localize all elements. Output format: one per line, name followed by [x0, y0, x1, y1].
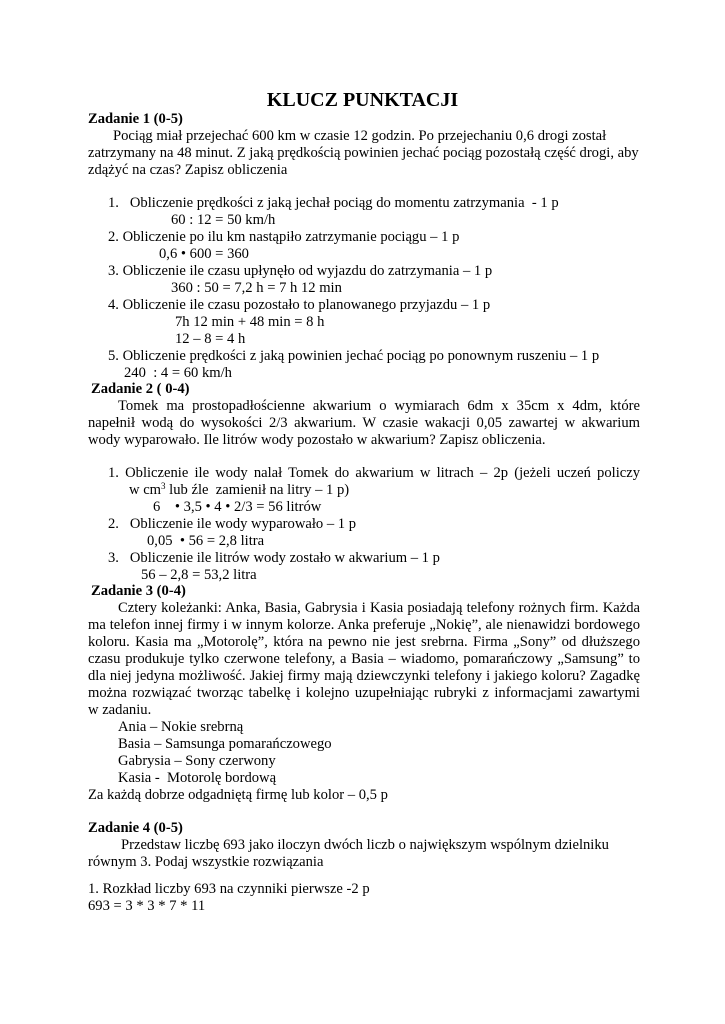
task-4-header: Zadanie 4 (0-5) [88, 820, 183, 836]
task-1-calc: 360 : 50 = 7,2 h = 7 h 12 min [171, 280, 342, 296]
task-1-item: 2. Obliczenie po ilu km nastąpiło zatrzymanie pociągu – 1 p [108, 229, 460, 245]
task-1-calc: 0,6 • 600 = 360 [159, 246, 249, 262]
task-3-answer: Ania – Nokie srebrną [118, 719, 244, 735]
task-1-text-line: zatrzymany na 48 minut. Z jaką prędkością powinien jechać pociąg pozostałą część drogi, aby [88, 145, 639, 161]
task-1-text-line: Pociąg miał przejechać 600 km w czasie 12 godzin. Po przejechaniu 0,6 drogi został [113, 128, 607, 144]
task-2-item-continuation [129, 482, 349, 499]
task-3-scoring: Za każdą dobrze odgadniętą firmę lub kolor – 0,5 p [88, 787, 388, 803]
task-3-answer: Gabrysia – Sony czerwony [118, 753, 276, 769]
task-3-text-line: czasu produkuje tylko czerwone telefony, a Basia – wiadomo, pomarańczowy „Samsung” to [88, 651, 640, 667]
task-2-item: 2. Obliczenie ile wody wyparowało – 1 p [108, 516, 357, 532]
task-2-text-line: napełnił wodą do wysokości 2/3 akwarium. W czasie wakacji 0,05 zawartej w akwarium [88, 415, 640, 431]
task-3-text-line: koloru. Kasia ma „Motorolę”, która na pewno nie jest srebrna. Firma „Sony” od dłuższego [88, 634, 640, 650]
task-1-calc: 12 – 8 = 4 h [175, 331, 246, 347]
task-1-item: 3. Obliczenie ile czasu upłynęło od wyjazdu do zatrzymania – 1 p [108, 263, 493, 279]
task-3-text-line: Cztery koleżanki: Anka, Basia, Gabrysia i Kasia posiadają telefony rożnych firm. Każda [118, 600, 640, 616]
task-4-item: 1. Rozkład liczby 693 na czynniki pierwsze -2 p [88, 881, 370, 897]
item-text: lub źle zamienił na litry – 1 p) [165, 482, 350, 498]
task-2-text-line: wody wyparowało. Ile litrów wody pozostało w akwarium? Zapisz obliczenia. [88, 432, 546, 448]
task-3-text-line: można rozwiązać tworząc tabelkę i kolejno uzupełniając rubryki z informacjami zawartymi [88, 685, 640, 701]
task-2-item: 3. Obliczenie ile litrów wody zostało w akwarium – 1 p [108, 550, 440, 566]
task-3-text-line: ma telefon innej firmy i w innym kolorze. Anka preferuje „Nokię”, ale nienawidzi bordowego [88, 617, 640, 633]
task-1-item: 5. Obliczenie prędkości z jaką powinien jechać pociąg po ponownym ruszeniu – 1 p [108, 348, 600, 364]
task-1-calc: 60 : 12 = 50 km/h [171, 212, 276, 228]
page-title: KLUCZ PUNKTACJI [266, 89, 459, 111]
unit-text: w cm [129, 482, 162, 498]
task-1-calc: 240 : 4 = 60 km/h [124, 365, 232, 381]
task-1-text-line: zdążyć na czas? Zapisz obliczenia [88, 162, 288, 178]
task-2-header: Zadanie 2 ( 0-4) [91, 381, 190, 397]
task-2-calc: 0,05 • 56 = 2,8 litra [147, 533, 265, 549]
task-4-calc: 693 = 3 * 3 * 7 * 11 [88, 898, 206, 914]
task-3-header: Zadanie 3 (0-4) [91, 583, 186, 599]
task-2-item: 1. Obliczenie ile wody nalał Tomek do akwarium w litrach – 2p (jeżeli uczeń policzy [108, 465, 640, 481]
task-3-text-line: w zadaniu. [88, 702, 152, 718]
task-4-text-line: Przedstaw liczbę 693 jako iloczyn dwóch liczb o największym wspólnym dzielniku [121, 837, 609, 853]
task-2-calc: 6 • 3,5 • 4 • 2/3 = 56 litrów [153, 499, 322, 515]
superscript: 3 [161, 481, 166, 491]
task-3-answer: Basia – Samsunga pomarańczowego [118, 736, 332, 752]
task-2-calc: 56 – 2,8 = 53,2 litra [141, 567, 257, 583]
task-1-item: 1. Obliczenie prędkości z jaką jechał pociąg do momentu zatrzymania - 1 p [108, 195, 559, 211]
task-4-text-line: równym 3. Podaj wszystkie rozwiązania [88, 854, 324, 870]
task-1-calc: 7h 12 min + 48 min = 8 h [175, 314, 325, 330]
task-1-header: Zadanie 1 (0-5) [88, 111, 183, 127]
task-2-text-line: Tomek ma prostopadłościenne akwarium o wymiarach 6dm x 35cm x 4dm, które [118, 398, 640, 414]
task-3-text-line: dla niej jedyna możliwość. Jakiej firmy mają dziewczynki telefony i jakiego koloru? Zagadkę [88, 668, 640, 684]
task-1-item: 4. Obliczenie ile czasu pozostało to planowanego przyjazdu – 1 p [108, 297, 491, 313]
task-3-answer: Kasia - Motorolę bordową [118, 770, 277, 786]
